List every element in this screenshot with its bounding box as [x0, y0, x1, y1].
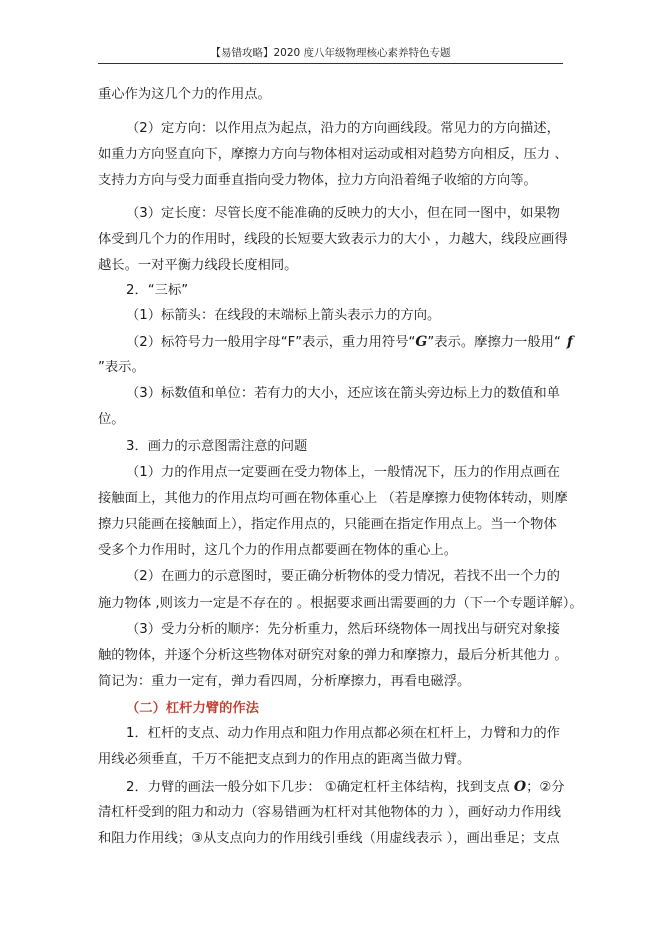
- text-line: （3）定长度：尽管长度不能准确的反映力的大小，但在同一图中，如果物: [126, 206, 560, 221]
- text-line: （2）定方向：以作用点为起点，沿力的方向画线段。常见力的方向描述，: [126, 121, 560, 136]
- math-symbol: O: [513, 779, 527, 795]
- text-line: 2．“三标”: [126, 283, 189, 298]
- text-line: （3）标数值和单位：若有力的大小，还应该在箭头旁边标上力的数值和单: [126, 386, 560, 401]
- text-line: 越长。一对平衡力线段长度相同。: [98, 258, 298, 273]
- math-symbol: f: [566, 334, 573, 350]
- text-line: 位。: [98, 412, 125, 427]
- text-line: ”表示。: [98, 360, 145, 375]
- text-line: 施力物体 ,则该力一定是不存在的 。根据要求画出需要画的力（下一个专题详解）。: [98, 596, 583, 611]
- text-line: 简记为：重力一定有，弹力看四周，分析摩擦力，再看电磁浮。: [98, 674, 471, 689]
- text-line: 受多个力作用时，这几个力的作用点都要画在物体的重心上。: [98, 543, 458, 558]
- text-line: 体受到几个力的作用时，线段的长短要大致表示力的大小 ，力越大，线段应画得: [98, 232, 568, 247]
- text-line: 支持力方向与受力面垂直指向受力物体，拉力方向沿着绳子收缩的方向等。: [98, 173, 537, 188]
- text-run: （2）标符号力一般用字母“F”表示，重力用符号“: [126, 335, 416, 350]
- text-line: （2）在画力的示意图时，要正确分析物体的受力情况，若找不出一个力的: [126, 569, 560, 584]
- text-run: ”表示。摩擦力一般用“: [427, 335, 561, 350]
- header-divider: [98, 63, 563, 64]
- text-run: ；②分: [526, 780, 565, 795]
- page-header: 【易错攻略】2020 度八年级物理核心素养特色专题: [210, 47, 451, 59]
- text-line: 和阻力作用线；③从支点向力的作用线引垂线（用虚线表示 ），画出垂足；支点: [98, 831, 560, 846]
- text-line: 接触面上，其他力的作用点均可画在物体重心上 （若是摩擦力使物体转动，则摩: [98, 491, 568, 506]
- section-heading: （二）杠杆力臂的作法: [126, 701, 259, 716]
- text-line: 1．杠杆的支点、动力作用点和阻力作用点都必须在杠杆上，力臂和力的作: [126, 726, 560, 741]
- text-line: 清杠杆受到的阻力和动力（容易错画为杠杆对其他物体的力 ），画好动力作用线: [98, 805, 561, 820]
- text-line: 重心作为这几个力的作用点。: [98, 87, 271, 102]
- math-symbol: G: [415, 334, 428, 350]
- text-line: （1）力的作用点一定要画在受力物体上，一般情况下，压力的作用点画在: [126, 465, 560, 480]
- text-line: 擦力只能画在接触面上），指定作用点的，只能画在指定作用点上。当一个物体: [98, 517, 557, 532]
- text-run: 2．力臂的画法一般分如下几步： ①确定杠杆主体结构，找到支点: [126, 780, 514, 795]
- text-line: [126, 777, 565, 797]
- text-line: 用线必须垂直，千万不能把支点到力的作用点的距离当做力臂。: [98, 752, 471, 767]
- text-line: （1）标箭头：在线段的末端标上箭头表示力的方向。: [126, 308, 441, 323]
- text-line: 触的物体，并逐个分析这些物体对研究对象的弹力和摩擦力，最后分析其他力 。: [98, 648, 568, 663]
- text-line: 3．画力的示意图需注意的问题: [126, 439, 308, 454]
- text-line: 如重力方向竖直向下，摩擦力方向与物体相对运动或相对趋势方向相反，压力 、: [98, 147, 568, 162]
- text-line: [126, 332, 573, 352]
- text-line: （3）受力分析的顺序：先分析重力，然后环绕物体一周找出与研究对象接: [126, 622, 560, 637]
